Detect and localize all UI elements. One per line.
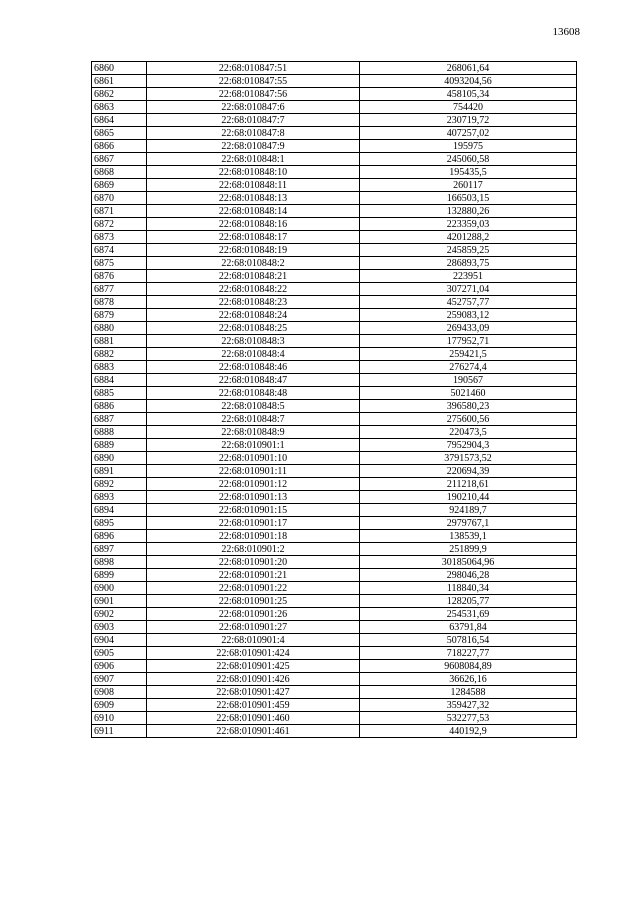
- cadastral-number-cell: 22:68:010848:13: [147, 192, 360, 205]
- table-row: [92, 361, 577, 374]
- table-row: [92, 426, 577, 439]
- cadastral-value-cell: 924189,7: [360, 504, 577, 517]
- table-row: [92, 270, 577, 283]
- cadastral-value-cell: 211218,61: [360, 478, 577, 491]
- table-row: [92, 348, 577, 361]
- cadastral-number-cell: 22:68:010848:24: [147, 309, 360, 322]
- cadastral-number-cell: 22:68:010901:20: [147, 556, 360, 569]
- cadastral-number-cell: 22:68:010847:51: [147, 62, 360, 75]
- cadastral-number-cell: 22:68:010847:55: [147, 75, 360, 88]
- row-number-cell: 6876: [92, 270, 147, 283]
- table-body: [92, 62, 577, 738]
- table-row: [92, 257, 577, 270]
- row-number-cell: 6896: [92, 530, 147, 543]
- table-row: [92, 140, 577, 153]
- cadastral-value-cell: 276274,4: [360, 361, 577, 374]
- table-row: [92, 413, 577, 426]
- cadastral-number-cell: 22:68:010848:3: [147, 335, 360, 348]
- row-number-cell: 6901: [92, 595, 147, 608]
- row-number-cell: 6877: [92, 283, 147, 296]
- cadastral-value-cell: 223951: [360, 270, 577, 283]
- row-number-cell: 6884: [92, 374, 147, 387]
- row-number-cell: 6890: [92, 452, 147, 465]
- cadastral-value-cell: 245859,25: [360, 244, 577, 257]
- table-row: [92, 296, 577, 309]
- cadastral-value-cell: 195435,5: [360, 166, 577, 179]
- cadastral-value-cell: 190210,44: [360, 491, 577, 504]
- table-row: [92, 543, 577, 556]
- row-number-cell: 6902: [92, 608, 147, 621]
- table-row: [92, 660, 577, 673]
- cadastral-number-cell: 22:68:010848:5: [147, 400, 360, 413]
- cadastral-value-cell: 177952,71: [360, 335, 577, 348]
- cadastral-number-cell: 22:68:010848:19: [147, 244, 360, 257]
- cadastral-number-cell: 22:68:010901:425: [147, 660, 360, 673]
- table-row: [92, 62, 577, 75]
- table-row: [92, 530, 577, 543]
- table-row: [92, 127, 577, 140]
- cadastral-number-cell: 22:68:010901:2: [147, 543, 360, 556]
- cadastral-number-cell: 22:68:010848:4: [147, 348, 360, 361]
- row-number-cell: 6865: [92, 127, 147, 140]
- table-row: [92, 452, 577, 465]
- table-row: [92, 75, 577, 88]
- cadastral-value-cell: 36626,16: [360, 673, 577, 686]
- cadastral-number-cell: 22:68:010901:424: [147, 647, 360, 660]
- cadastral-value-cell: 260117: [360, 179, 577, 192]
- cadastral-number-cell: 22:68:010901:1: [147, 439, 360, 452]
- row-number-cell: 6870: [92, 192, 147, 205]
- cadastral-value-cell: 220473,5: [360, 426, 577, 439]
- row-number-cell: 6910: [92, 712, 147, 725]
- cadastral-value-cell: 5021460: [360, 387, 577, 400]
- table-row: [92, 556, 577, 569]
- row-number-cell: 6869: [92, 179, 147, 192]
- table-row: [92, 88, 577, 101]
- cadastral-number-cell: 22:68:010901:427: [147, 686, 360, 699]
- table-row: [92, 621, 577, 634]
- cadastral-number-cell: 22:68:010901:21: [147, 569, 360, 582]
- cadastral-number-cell: 22:68:010901:12: [147, 478, 360, 491]
- table-row: [92, 400, 577, 413]
- row-number-cell: 6861: [92, 75, 147, 88]
- cadastral-value-cell: 63791,84: [360, 621, 577, 634]
- cadastral-value-cell: 7952904,3: [360, 439, 577, 452]
- table-row: [92, 504, 577, 517]
- table-row: [92, 335, 577, 348]
- cadastral-number-cell: 22:68:010901:460: [147, 712, 360, 725]
- row-number-cell: 6887: [92, 413, 147, 426]
- table-row: [92, 244, 577, 257]
- cadastral-value-cell: 754420: [360, 101, 577, 114]
- table-row: [92, 153, 577, 166]
- cadastral-value-cell: 251899,9: [360, 543, 577, 556]
- cadastral-value-table: [91, 61, 577, 738]
- row-number-cell: 6900: [92, 582, 147, 595]
- row-number-cell: 6892: [92, 478, 147, 491]
- table-row: [92, 387, 577, 400]
- cadastral-value-cell: 307271,04: [360, 283, 577, 296]
- row-number-cell: 6904: [92, 634, 147, 647]
- cadastral-value-cell: 166503,15: [360, 192, 577, 205]
- table-row: [92, 712, 577, 725]
- cadastral-number-cell: 22:68:010901:459: [147, 699, 360, 712]
- row-number-cell: 6903: [92, 621, 147, 634]
- cadastral-value-cell: 230719,72: [360, 114, 577, 127]
- cadastral-number-cell: 22:68:010848:10: [147, 166, 360, 179]
- table-row: [92, 582, 577, 595]
- row-number-cell: 6881: [92, 335, 147, 348]
- cadastral-value-cell: 30185064,96: [360, 556, 577, 569]
- cadastral-number-cell: 22:68:010847:6: [147, 101, 360, 114]
- cadastral-number-cell: 22:68:010901:25: [147, 595, 360, 608]
- row-number-cell: 6909: [92, 699, 147, 712]
- cadastral-number-cell: 22:68:010901:18: [147, 530, 360, 543]
- cadastral-value-cell: 1284588: [360, 686, 577, 699]
- row-number-cell: 6899: [92, 569, 147, 582]
- cadastral-number-cell: 22:68:010847:56: [147, 88, 360, 101]
- cadastral-value-cell: 259083,12: [360, 309, 577, 322]
- cadastral-number-cell: 22:68:010848:2: [147, 257, 360, 270]
- table-row: [92, 699, 577, 712]
- table-row: [92, 179, 577, 192]
- cadastral-value-cell: 190567: [360, 374, 577, 387]
- cadastral-number-cell: 22:68:010848:14: [147, 205, 360, 218]
- row-number-cell: 6883: [92, 361, 147, 374]
- cadastral-number-cell: 22:68:010848:1: [147, 153, 360, 166]
- cadastral-number-cell: 22:68:010847:8: [147, 127, 360, 140]
- row-number-cell: 6907: [92, 673, 147, 686]
- cadastral-value-cell: 2979767,1: [360, 517, 577, 530]
- row-number-cell: 6880: [92, 322, 147, 335]
- cadastral-number-cell: 22:68:010901:13: [147, 491, 360, 504]
- cadastral-value-cell: 440192,9: [360, 725, 577, 738]
- cadastral-value-cell: 254531,69: [360, 608, 577, 621]
- cadastral-number-cell: 22:68:010848:47: [147, 374, 360, 387]
- cadastral-value-cell: 4093204,56: [360, 75, 577, 88]
- table-row: [92, 725, 577, 738]
- row-number-cell: 6906: [92, 660, 147, 673]
- table-row: [92, 101, 577, 114]
- cadastral-number-cell: 22:68:010901:22: [147, 582, 360, 595]
- cadastral-number-cell: 22:68:010847:7: [147, 114, 360, 127]
- row-number-cell: 6908: [92, 686, 147, 699]
- cadastral-value-cell: 128205,77: [360, 595, 577, 608]
- table-row: [92, 608, 577, 621]
- row-number-cell: 6875: [92, 257, 147, 270]
- row-number-cell: 6874: [92, 244, 147, 257]
- cadastral-value-cell: 4201288,2: [360, 231, 577, 244]
- cadastral-value-cell: 3791573,52: [360, 452, 577, 465]
- table-row: [92, 673, 577, 686]
- row-number-cell: 6862: [92, 88, 147, 101]
- row-number-cell: 6879: [92, 309, 147, 322]
- cadastral-number-cell: 22:68:010901:17: [147, 517, 360, 530]
- cadastral-number-cell: 22:68:010848:46: [147, 361, 360, 374]
- row-number-cell: 6891: [92, 465, 147, 478]
- cadastral-number-cell: 22:68:010847:9: [147, 140, 360, 153]
- cadastral-value-cell: 138539,1: [360, 530, 577, 543]
- cadastral-value-cell: 359427,32: [360, 699, 577, 712]
- table-row: [92, 114, 577, 127]
- table-row: [92, 491, 577, 504]
- cadastral-value-cell: 507816,54: [360, 634, 577, 647]
- cadastral-value-cell: 259421,5: [360, 348, 577, 361]
- row-number-cell: 6893: [92, 491, 147, 504]
- table-row: [92, 374, 577, 387]
- row-number-cell: 6885: [92, 387, 147, 400]
- cadastral-number-cell: 22:68:010901:10: [147, 452, 360, 465]
- row-number-cell: 6866: [92, 140, 147, 153]
- row-number-cell: 6868: [92, 166, 147, 179]
- table-row: [92, 634, 577, 647]
- row-number-cell: 6889: [92, 439, 147, 452]
- cadastral-value-cell: 245060,58: [360, 153, 577, 166]
- row-number-cell: 6872: [92, 218, 147, 231]
- cadastral-number-cell: 22:68:010848:11: [147, 179, 360, 192]
- table-row: [92, 166, 577, 179]
- table-row: [92, 647, 577, 660]
- cadastral-value-cell: 298046,28: [360, 569, 577, 582]
- table-row: [92, 465, 577, 478]
- row-number-cell: 6886: [92, 400, 147, 413]
- row-number-cell: 6905: [92, 647, 147, 660]
- row-number-cell: 6898: [92, 556, 147, 569]
- cadastral-value-cell: 195975: [360, 140, 577, 153]
- cadastral-value-cell: 407257,02: [360, 127, 577, 140]
- cadastral-number-cell: 22:68:010901:4: [147, 634, 360, 647]
- row-number-cell: 6863: [92, 101, 147, 114]
- cadastral-number-cell: 22:68:010848:48: [147, 387, 360, 400]
- row-number-cell: 6873: [92, 231, 147, 244]
- row-number-cell: 6878: [92, 296, 147, 309]
- cadastral-number-cell: 22:68:010848:21: [147, 270, 360, 283]
- cadastral-value-cell: 718227,77: [360, 647, 577, 660]
- table-row: [92, 439, 577, 452]
- row-number-cell: 6864: [92, 114, 147, 127]
- cadastral-value-cell: 396580,23: [360, 400, 577, 413]
- table-row: [92, 283, 577, 296]
- cadastral-value-cell: 118840,34: [360, 582, 577, 595]
- table-row: [92, 569, 577, 582]
- cadastral-value-cell: 268061,64: [360, 62, 577, 75]
- cadastral-number-cell: 22:68:010848:25: [147, 322, 360, 335]
- page-number: 13608: [552, 26, 580, 38]
- row-number-cell: 6895: [92, 517, 147, 530]
- cadastral-value-cell: 9608084,89: [360, 660, 577, 673]
- row-number-cell: 6867: [92, 153, 147, 166]
- table-row: [92, 595, 577, 608]
- row-number-cell: 6897: [92, 543, 147, 556]
- cadastral-value-cell: 458105,34: [360, 88, 577, 101]
- cadastral-number-cell: 22:68:010901:461: [147, 725, 360, 738]
- cadastral-number-cell: 22:68:010848:23: [147, 296, 360, 309]
- cadastral-number-cell: 22:68:010901:11: [147, 465, 360, 478]
- table-row: [92, 218, 577, 231]
- row-number-cell: 6871: [92, 205, 147, 218]
- table-row: [92, 686, 577, 699]
- table-row: [92, 478, 577, 491]
- table-row: [92, 231, 577, 244]
- row-number-cell: 6888: [92, 426, 147, 439]
- cadastral-number-cell: 22:68:010901:26: [147, 608, 360, 621]
- cadastral-value-cell: 269433,09: [360, 322, 577, 335]
- cadastral-value-cell: 286893,75: [360, 257, 577, 270]
- cadastral-number-cell: 22:68:010901:15: [147, 504, 360, 517]
- cadastral-number-cell: 22:68:010901:426: [147, 673, 360, 686]
- cadastral-number-cell: 22:68:010901:27: [147, 621, 360, 634]
- cadastral-number-cell: 22:68:010848:16: [147, 218, 360, 231]
- table-row: [92, 322, 577, 335]
- cadastral-value-cell: 223359,03: [360, 218, 577, 231]
- cadastral-number-cell: 22:68:010848:7: [147, 413, 360, 426]
- cadastral-value-cell: 132880,26: [360, 205, 577, 218]
- cadastral-number-cell: 22:68:010848:9: [147, 426, 360, 439]
- cadastral-number-cell: 22:68:010848:22: [147, 283, 360, 296]
- cadastral-value-cell: 532277,53: [360, 712, 577, 725]
- row-number-cell: 6882: [92, 348, 147, 361]
- table-row: [92, 192, 577, 205]
- table-row: [92, 309, 577, 322]
- row-number-cell: 6894: [92, 504, 147, 517]
- row-number-cell: 6860: [92, 62, 147, 75]
- row-number-cell: 6911: [92, 725, 147, 738]
- cadastral-number-cell: 22:68:010848:17: [147, 231, 360, 244]
- table-row: [92, 205, 577, 218]
- cadastral-value-cell: 275600,56: [360, 413, 577, 426]
- cadastral-value-cell: 220694,39: [360, 465, 577, 478]
- cadastral-value-cell: 452757,77: [360, 296, 577, 309]
- table-row: [92, 517, 577, 530]
